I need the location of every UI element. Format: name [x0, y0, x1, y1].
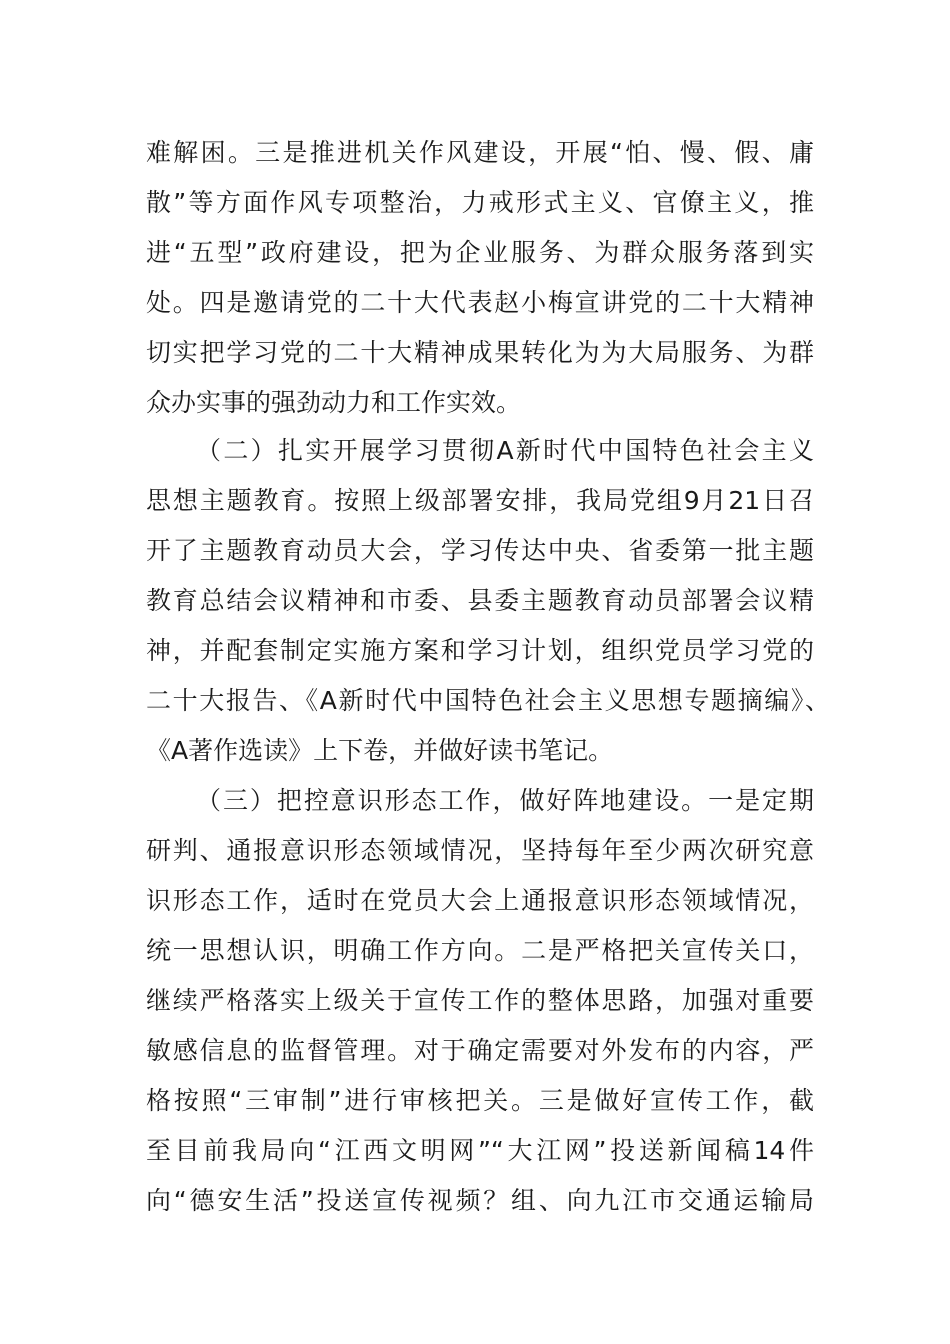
- paragraph-heading-2: （二）扎实开展学习贯彻A新时代中国特色社会主义: [196, 436, 814, 465]
- text-line: 格按照“三审制”进行审核把关。三是做好宣传工作，截: [146, 1086, 814, 1115]
- text-line: 切实把学习党的二十大精神成果转化为为大局服务、为群: [146, 338, 814, 367]
- text-line: 向“德安生活”投送宣传视频？组、向九江市交通运输局: [146, 1186, 814, 1215]
- text-line: 《A著作选读》上下卷，并做好读书笔记。: [146, 736, 614, 765]
- text-line: 统一思想认识，明确工作方向。二是严格把关宣传关口，: [146, 936, 814, 965]
- text-line: 散”等方面作风专项整治，力戒形式主义、官僚主义，推: [146, 188, 814, 217]
- paragraph-heading-3: （三）把控意识形态工作，做好阵地建设。一是定期: [196, 786, 814, 815]
- text-line: 众办实事的强劲动力和工作实效。: [146, 388, 522, 417]
- text-line: 识形态工作，适时在党员大会上通报意识形态领域情况，: [146, 886, 814, 915]
- text-line: 进“五型”政府建设，把为企业服务、为群众服务落到实: [146, 238, 814, 267]
- text-line: 教育总结会议精神和市委、县委主题教育动员部署会议精: [146, 586, 814, 615]
- text-line: 神，并配套制定实施方案和学习计划，组织党员学习党的: [146, 636, 814, 665]
- text-line: 开了主题教育动员大会，学习传达中央、省委第一批主题: [146, 536, 814, 565]
- text-line: 至目前我局向“江西文明网”“大江网”投送新闻稿14件: [146, 1136, 814, 1165]
- text-line: 难解困。三是推进机关作风建设，开展“怕、慢、假、庸: [146, 138, 814, 167]
- text-line: 处。四是邀请党的二十大代表赵小梅宣讲党的二十大精神: [146, 288, 814, 317]
- text-line: 二十大报告、《A新时代中国特色社会主义思想专题摘编》、: [146, 686, 830, 715]
- text-line: 敏感信息的监督管理。对于确定需要对外发布的内容，严: [146, 1036, 814, 1065]
- text-line: 研判、通报意识形态领域情况，坚持每年至少两次研究意: [146, 836, 814, 865]
- text-line: 继续严格落实上级关于宣传工作的整体思路，加强对重要: [146, 986, 814, 1015]
- text-line: 思想主题教育。按照上级部署安排，我局党组9月21日召: [146, 486, 814, 515]
